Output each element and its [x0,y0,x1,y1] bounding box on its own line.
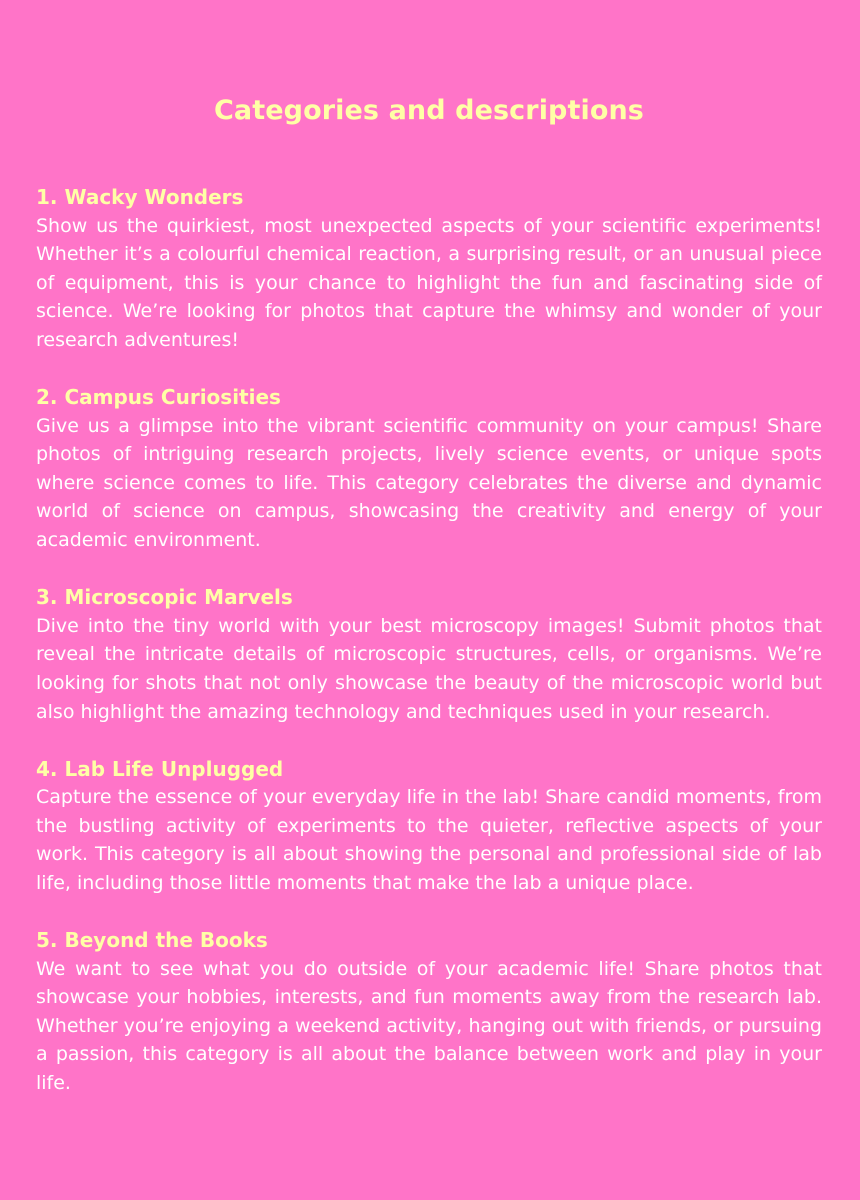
category-heading: 5. Beyond the Books [36,928,268,953]
category-section-campus-curiosities [36,383,822,555]
page-title: Categories and descriptions [214,95,644,126]
category-list [36,183,822,1098]
category-section-wacky-wonders [36,183,822,355]
category-heading: 2. Campus Curiosities [36,385,281,410]
category-heading: 4. Lab Life Unplugged [36,756,284,781]
category-section-beyond-the-books [36,926,822,1098]
category-description: We want to see what you do outside of your academic life! Share photos that showcase your hobbies, interests, and fun moments away from the research lab. Whether you’re enjoying a weekend activity, hanging out with friends, or pursuing a passion, this category is all about the balance between work and play in your life. [36,957,822,1095]
category-description: Dive into the tiny world with your best microscopy images! Submit photos that reveal the intricate details of microscopic structures, cells, or organisms. We’re looking for shots that not only showcase the beauty of the microscopic world but also highlight the amazing technology and techniques used in your research. [36,614,822,723]
category-description: Give us a glimpse into the vibrant scientific community on your campus! Share photos of intriguing research projects, lively science events, or unique spots where science comes to life. This category celebrates the diverse and dynamic world of science on campus, showcasing the creativity and energy of your academic environment. [36,414,822,552]
category-description: Capture the essence of your everyday life in the lab! Share candid moments, from the bustling activity of experiments to the quieter, reflective aspects of your work. This category is all about showing the personal and professional side of lab life, including those little moments that make the lab a unique place. [36,786,822,894]
category-heading: 1. Wacky Wonders [36,185,244,209]
category-section-microscopic-marvels [36,583,822,726]
category-section-lab-life-unplugged [36,755,822,898]
category-description: Show us the quirkiest, most unexpected aspects of your scientific experiments! Whether it’s a colourful chemical reaction, a surprising result, or an unusual piece of equipment, this is your chance to highlight the fun and fascinating side of science. We’re looking for photos that capture the whimsy and wonder of your research adventures! [36,214,822,351]
category-heading: 3. Microscopic Marvels [36,585,293,610]
